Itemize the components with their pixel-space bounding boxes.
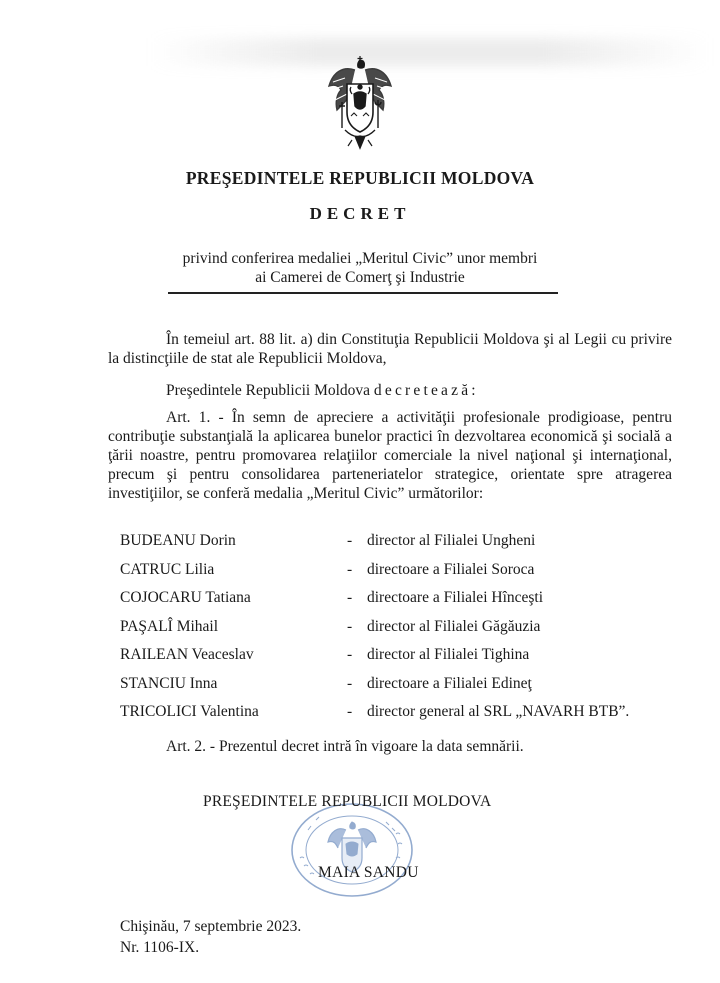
recipient-role: directoare a Filialei Soroca: [367, 560, 535, 578]
signatory-name: MAIA SANDU: [318, 864, 419, 881]
decree-lead: Preşedintele Republicii Moldova: [166, 382, 374, 399]
separator-dash: -: [347, 703, 353, 720]
separator-dash: -: [347, 674, 353, 692]
decree-number: Nr. 1106-IX.: [120, 939, 200, 956]
recipient-role: director general al SRL „NAVARH BTB”.: [367, 703, 630, 720]
recipient-role: director al Filialei Găgăuzia: [367, 617, 541, 635]
place-and-date: Chişinău, 7 septembrie 2023.: [120, 918, 302, 935]
official-seal-stamp-icon: [286, 800, 418, 900]
list-item: [120, 646, 680, 675]
list-item: [120, 532, 680, 561]
article-2: Art. 2. - Prezentul decret intră în vigoare la data semnării.: [166, 738, 524, 755]
decree-subject: [150, 249, 570, 287]
recipient-name: PAŞALÎ Mihail: [120, 617, 219, 635]
separator-dash: -: [347, 617, 353, 635]
decree-statement: [108, 381, 672, 400]
list-item: [120, 675, 680, 704]
recipient-name: STANCIU Inna: [120, 674, 218, 692]
recipient-role: directoare a Filialei Edineţ: [367, 674, 532, 692]
bleed-through-shadow: [150, 38, 710, 66]
list-item: [120, 589, 680, 618]
list-item: [120, 703, 680, 732]
recipient-name: COJOCARU Tatiana: [120, 589, 251, 606]
article-1: Art. 1. - În semn de apreciere a activităţii profesionale prodigioase, pentru contribuţie substanţială la aplicarea bunelor practici în dezvoltarea economică şi socială a ţării noastre, pentru promovarea relaţiilor comerciale la nivel naţional şi internaţional, precum şi pentru consolidarea parteneriatelor strategice, orientate spre atragerea investiţiilor, se conferă medalia „Meritul Civic” următorilor:: [108, 409, 672, 502]
recipient-list: [120, 532, 680, 732]
moldova-coat-of-arms-icon: [325, 56, 395, 154]
signatory-title: PREŞEDINTELE REPUBLICII MOLDOVA: [203, 793, 492, 810]
separator-dash: -: [347, 560, 353, 578]
recipient-role: directoare a Filialei Hînceşti: [367, 589, 544, 606]
subject-line-2: ai Camerei de Comerţ şi Industrie: [255, 269, 465, 286]
recipient-name: TRICOLICI Valentina: [120, 703, 259, 720]
separator-dash: -: [347, 532, 353, 549]
recipient-name: CATRUC Lilia: [120, 560, 215, 578]
recipient-name: RAILEAN Veaceslav: [120, 646, 254, 663]
recipient-name: BUDEANU Dorin: [120, 532, 236, 549]
preamble-paragraph: În temeiul art. 88 lit. a) din Constituţia Republicii Moldova şi al Legii cu privire la distincţiile de stat ale Republicii Moldova,: [108, 331, 672, 367]
document-type: DECRET: [309, 204, 411, 223]
decree-verb: decretează:: [373, 382, 479, 399]
recipient-role: director al Filialei Ungheni: [367, 532, 536, 549]
list-item: [120, 618, 680, 647]
separator-dash: -: [347, 589, 353, 606]
issuer-heading: PREŞEDINTELE REPUBLICII MOLDOVA: [185, 168, 535, 188]
separator-dash: -: [347, 646, 353, 663]
subject-line-1: privind conferirea medaliei „Meritul Civic” unor membri: [182, 250, 538, 267]
recipient-role: director al Filialei Tighina: [367, 646, 530, 663]
subject-underline: [168, 292, 558, 294]
list-item: [120, 561, 680, 590]
